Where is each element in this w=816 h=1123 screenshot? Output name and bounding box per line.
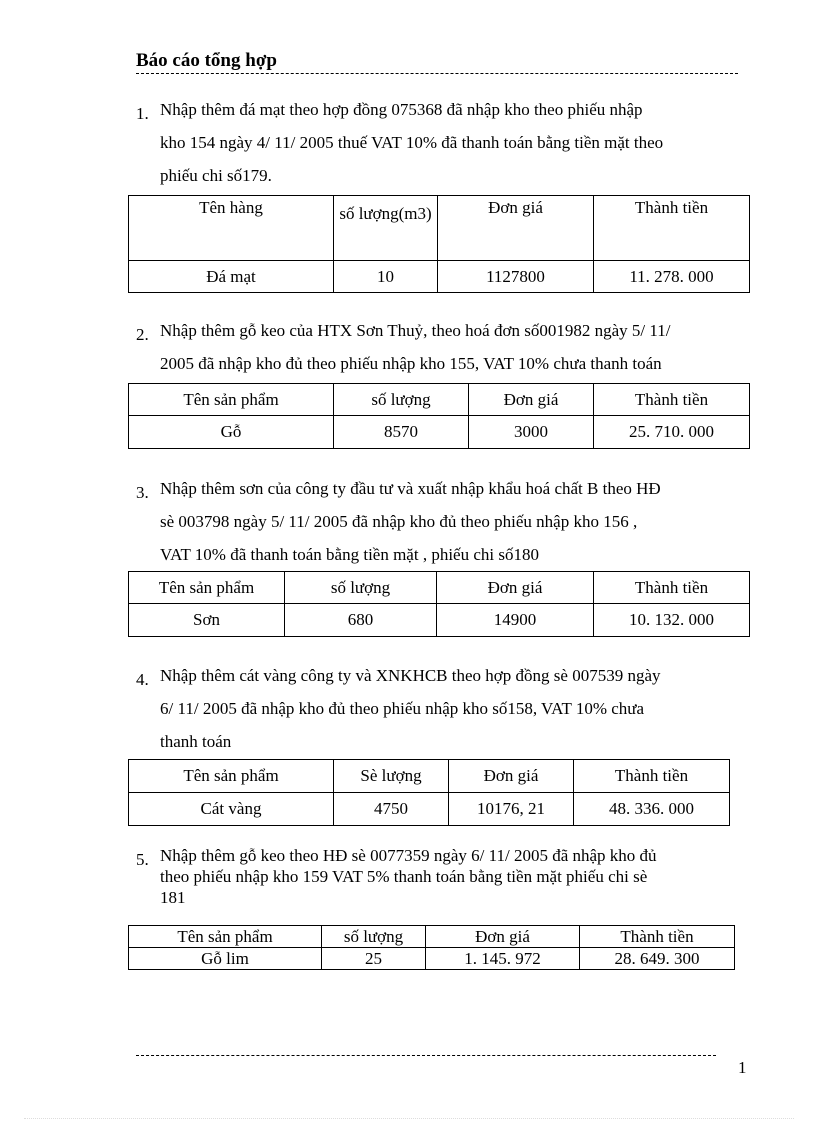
text-line: theo phiếu nhập kho 159 VAT 5% thanh toán bằng tiền mặt phiếu chi sè: [160, 867, 648, 886]
report-item-5: [136, 845, 748, 911]
header-cell: Sè lượng: [334, 760, 449, 793]
item-5-table: [128, 925, 735, 970]
text-line: 2005 đã nhập kho đủ theo phiếu nhập kho 155, VAT 10% chưa thanh toán: [160, 354, 662, 373]
item-description: [160, 659, 748, 758]
table-cell: 1127800: [438, 261, 594, 293]
report-item-3: [136, 472, 748, 571]
item-number: 5.: [136, 850, 149, 869]
text-line: sè 003798 ngày 5/ 11/ 2005 đã nhập kho đủ theo phiếu nhập kho 156 ,: [160, 512, 638, 531]
header-cell: Tên sản phẩm: [129, 572, 285, 604]
header-cell: Tên hàng: [129, 196, 334, 261]
page-title: Báo cáo tổng hợp: [136, 50, 277, 71]
text-line: Nhập thêm cát vàng công ty và XNKHCB theo hợp đồng sè 007539 ngày: [160, 666, 661, 685]
text-line: VAT 10% đã thanh toán bằng tiền mặt , phiếu chi số180: [160, 545, 539, 564]
item-number: 1.: [136, 104, 149, 123]
table-row: [129, 793, 730, 826]
report-item-1: [136, 93, 748, 193]
header-cell: số lượng: [285, 572, 437, 604]
item-3-table: [128, 571, 750, 637]
header-cell: Đơn giá: [437, 572, 594, 604]
header-cell: số lượng: [334, 384, 469, 416]
text-line: 6/ 11/ 2005 đã nhập kho đủ theo phiếu nhập kho số158, VAT 10% chưa: [160, 699, 645, 718]
table-cell: Cát vàng: [129, 793, 334, 826]
table-cell: Đá mạt: [129, 261, 334, 293]
header-cell: Thành tiền: [594, 196, 750, 261]
table-row: [129, 416, 750, 449]
text-line: Nhập thêm đá mạt theo hợp đồng 075368 đã nhập kho theo phiếu nhập: [160, 100, 643, 119]
table-row: [129, 261, 750, 293]
text-line: Nhập thêm gỗ keo của HTX Sơn Thuỷ, theo hoá đơn số001982 ngày 5/ 11/: [160, 321, 671, 340]
item-number: 4.: [136, 670, 149, 689]
table-cell: Gỗ: [129, 416, 334, 449]
table-row: [129, 604, 750, 637]
text-line: thanh toán: [160, 732, 232, 751]
table-cell: 10176, 21: [449, 793, 574, 826]
report-item-4: [136, 659, 748, 758]
table-cell: 14900: [437, 604, 594, 637]
table-cell: 28. 649. 300: [580, 948, 735, 970]
report-item-2: [136, 314, 748, 380]
header-cell: Đơn giá: [449, 760, 574, 793]
table-cell: 680: [285, 604, 437, 637]
table-cell: Sơn: [129, 604, 285, 637]
table-cell: 3000: [469, 416, 594, 449]
table-cell: 4750: [334, 793, 449, 826]
table-row: [129, 948, 735, 970]
text-line: kho 154 ngày 4/ 11/ 2005 thuế VAT 10% đã thanh toán bằng tiền mặt theo: [160, 133, 664, 152]
table-header-row: [129, 572, 750, 604]
header-cell: Thành tiền: [594, 572, 750, 604]
item-2-table: [128, 383, 750, 449]
header-cell: Tên sản phẩm: [129, 926, 322, 948]
table-header-row: [129, 926, 735, 948]
item-description: [160, 845, 748, 908]
header-cell: số lượng: [322, 926, 426, 948]
table-cell: 10. 132. 000: [594, 604, 750, 637]
table-header-row: [129, 384, 750, 416]
header-cell: Thành tiền: [594, 384, 750, 416]
header-divider: [136, 73, 738, 74]
table-cell: 10: [334, 261, 438, 293]
item-description: [160, 314, 748, 380]
page-bottom-edge: [24, 1118, 794, 1119]
item-1-table: [128, 195, 750, 293]
header-cell: Đơn giá: [469, 384, 594, 416]
header-cell: Đơn giá: [426, 926, 580, 948]
header-cell: Đơn giá: [438, 196, 594, 261]
page-number: 1: [738, 1058, 747, 1077]
table-cell: 48. 336. 000: [574, 793, 730, 826]
footer-divider: [136, 1055, 716, 1056]
table-cell: 25: [322, 948, 426, 970]
text-line: Nhập thêm sơn của công ty đầu tư và xuất nhập khẩu hoá chất B theo HĐ: [160, 479, 661, 498]
table-cell: 25. 710. 000: [594, 416, 750, 449]
item-description: [160, 93, 748, 192]
header-cell: Thành tiền: [580, 926, 735, 948]
item-4-table: [128, 759, 730, 826]
table-cell: 1. 145. 972: [426, 948, 580, 970]
item-number: 2.: [136, 325, 149, 344]
table-cell: Gỗ lim: [129, 948, 322, 970]
item-description: [160, 472, 748, 571]
table-cell: 11. 278. 000: [594, 261, 750, 293]
header-cell: Tên sản phẩm: [129, 760, 334, 793]
table-header-row: [129, 760, 730, 793]
header-cell: Thành tiền: [574, 760, 730, 793]
text-line: phiếu chi số179.: [160, 166, 272, 185]
item-number: 3.: [136, 483, 149, 502]
table-header-row: [129, 196, 750, 261]
header-cell: số lượng(m3): [334, 196, 438, 261]
text-line: 181: [160, 888, 186, 907]
text-line: Nhập thêm gỗ keo theo HĐ sè 0077359 ngày 6/ 11/ 2005 đã nhập kho đủ: [160, 846, 657, 865]
header-cell: Tên sản phẩm: [129, 384, 334, 416]
table-cell: 8570: [334, 416, 469, 449]
